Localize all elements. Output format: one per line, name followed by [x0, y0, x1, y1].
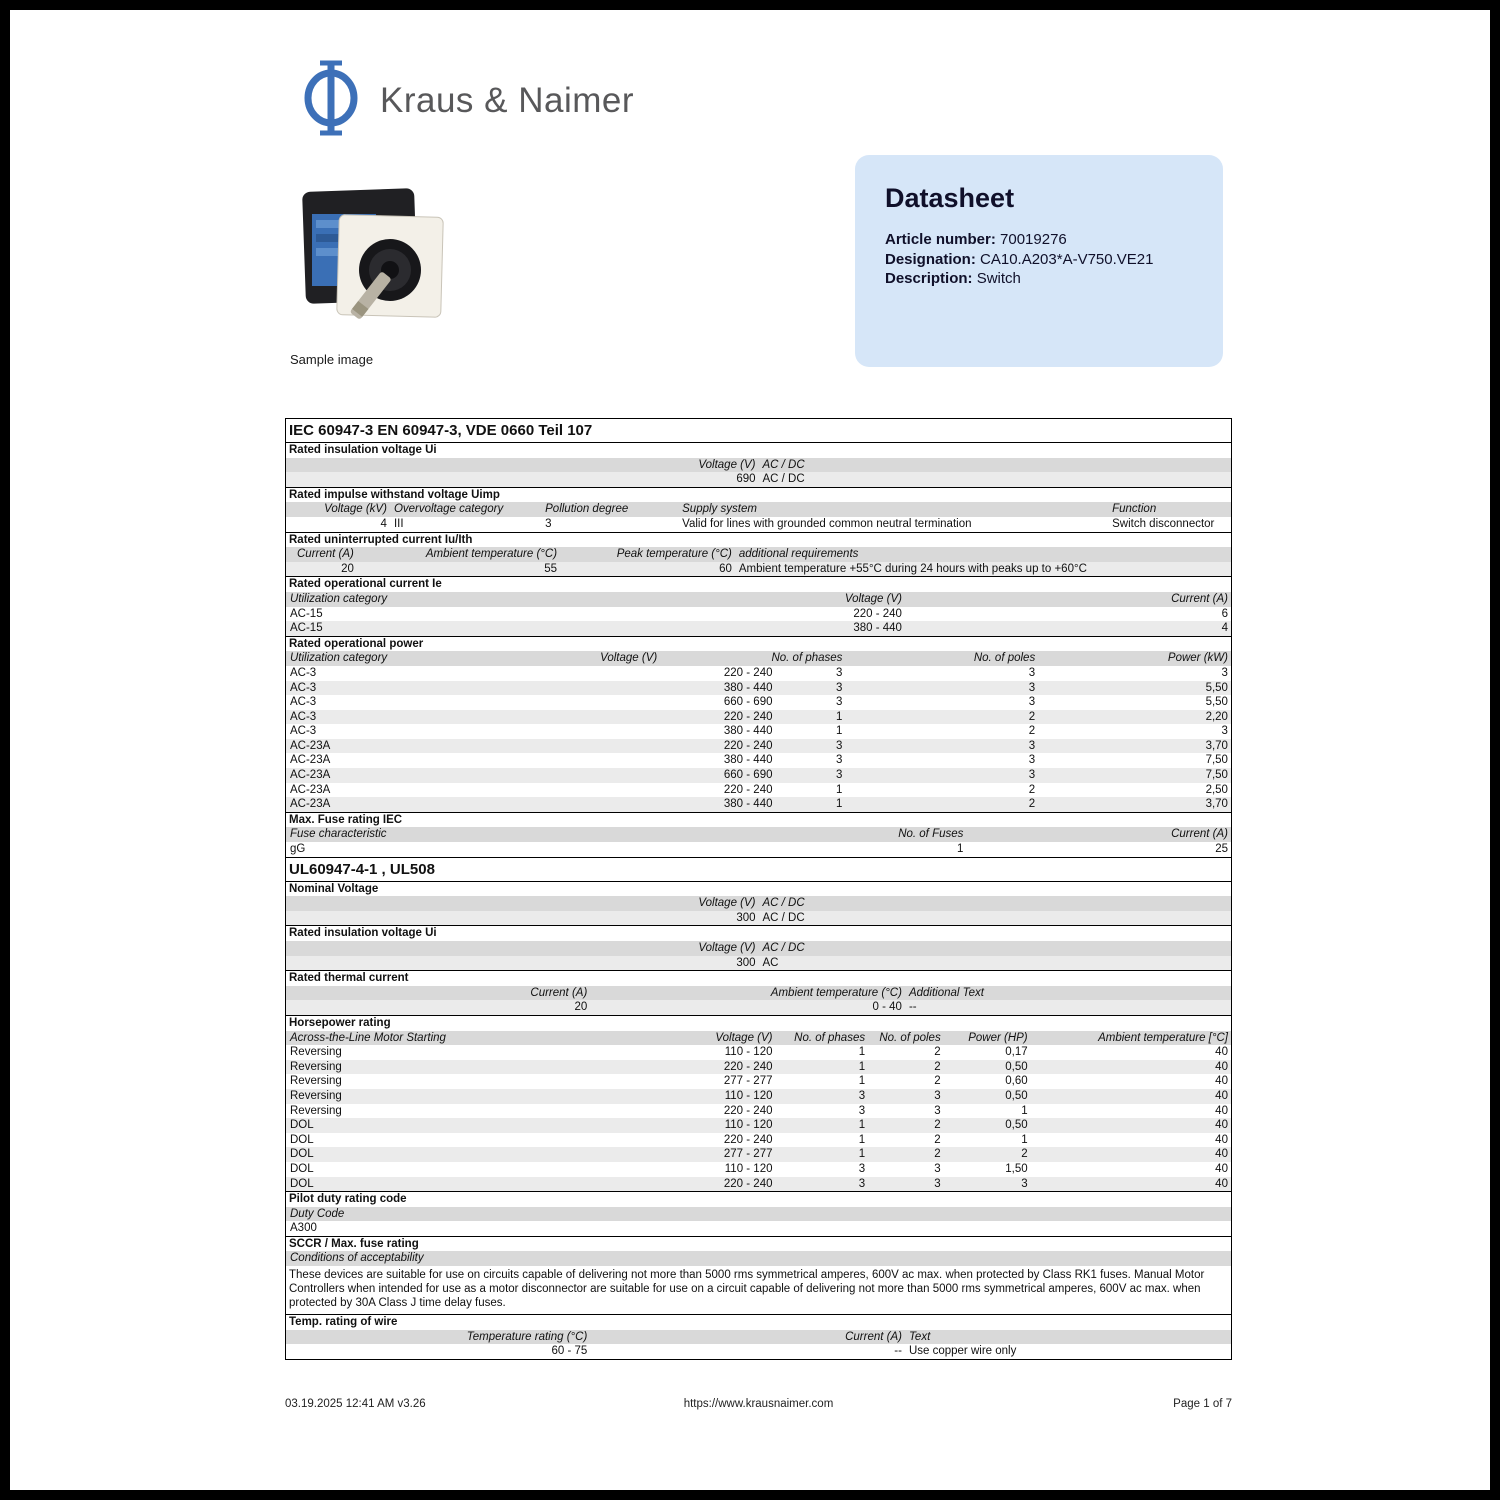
- section-header: Rated insulation voltage Ui: [286, 925, 1231, 941]
- table-cell: 3: [836, 754, 843, 767]
- page-footer: [285, 1398, 1232, 1410]
- description-line: [885, 269, 1193, 289]
- table-cell: Utilization category: [290, 652, 388, 665]
- table-cell: 40: [1215, 1104, 1228, 1117]
- table-cell: 660 - 690: [723, 769, 773, 782]
- table-cell: Voltage (V): [715, 1031, 773, 1044]
- table-cell: 277 - 277: [723, 1075, 773, 1088]
- table-cell: No. of poles: [879, 1031, 941, 1044]
- table-cell: 3: [934, 1162, 941, 1175]
- table-cell: AC-23A: [290, 783, 331, 796]
- table-cell: 220 - 240: [723, 1104, 773, 1117]
- table-cell: 3: [836, 681, 843, 694]
- table-row: [286, 1089, 1231, 1104]
- section-header: Horsepower rating: [286, 1015, 1231, 1031]
- section-header: Rated thermal current: [286, 970, 1231, 986]
- table-cell: No. of poles: [973, 652, 1036, 665]
- article-number-value: 70019276: [1000, 231, 1067, 248]
- table-cell: 2,20: [1205, 710, 1228, 723]
- table-row: [286, 956, 1231, 971]
- table-cell: 1: [836, 798, 843, 811]
- table-cell: 4: [380, 517, 387, 530]
- sample-image-caption: Sample image: [290, 352, 374, 367]
- table-cell: Additional Text: [908, 986, 984, 999]
- table-cell: Overvoltage category: [393, 503, 504, 516]
- table-cell: Switch disconnector: [1112, 517, 1215, 530]
- table-cell: 5,50: [1205, 696, 1228, 709]
- table-cell: 380 - 440: [723, 798, 773, 811]
- table-cell: 110 - 120: [724, 1089, 773, 1102]
- table-cell: Across-the-Line Motor Starting: [290, 1031, 446, 1044]
- spec-table: [285, 418, 1232, 1360]
- table-cell: gG: [290, 843, 306, 856]
- column-header-row: [286, 547, 1231, 562]
- table-cell: Reversing: [290, 1060, 342, 1073]
- table-cell: 40: [1215, 1177, 1228, 1190]
- table-row: [286, 797, 1231, 812]
- footer-url-link[interactable]: https://www.krausnaimer.com: [683, 1398, 834, 1410]
- table-cell: AC / DC: [762, 897, 805, 910]
- brand-header: [300, 58, 634, 143]
- table-row: [286, 783, 1231, 798]
- table-cell: Ambient temperature [°C]: [1098, 1031, 1228, 1044]
- conditions-text: These devices are suitable for use on circuits capable of delivering not more than 5000 rms symmetrical amperes, 600V ac max. when protected by Class RK1 fuses. Manual Motor Controllers when intended for use as a motor disconnector are suitable for use on a circuit capable of delivering not more than 5000 rms symmetrical amperes, 600V ac max. when protected by 30A Class J time delay fuses.: [286, 1266, 1231, 1314]
- table-cell: DOL: [290, 1162, 314, 1175]
- table-cell: 110 - 120: [724, 1162, 773, 1175]
- table-cell: --: [894, 1345, 902, 1358]
- table-cell: 380 - 440: [723, 681, 773, 694]
- table-cell: 3: [836, 666, 843, 679]
- table-cell: 60: [719, 562, 732, 575]
- table-cell: 0,50: [1005, 1089, 1028, 1102]
- table-row: [286, 1118, 1231, 1133]
- table-cell: Utilization category: [290, 592, 388, 605]
- table-cell: 220 - 240: [723, 1177, 773, 1190]
- table-cell: 3,70: [1205, 798, 1228, 811]
- table-cell: 2,50: [1205, 783, 1228, 796]
- article-number-line: [885, 230, 1193, 250]
- table-cell: 2: [934, 1119, 941, 1132]
- table-row: [286, 739, 1231, 754]
- table-cell: AC: [762, 956, 779, 969]
- brand-name: Kraus & Naimer: [380, 80, 635, 120]
- table-cell: 0,17: [1005, 1046, 1028, 1059]
- table-cell: Reversing: [290, 1046, 342, 1059]
- table-cell: Voltage (V): [698, 458, 756, 471]
- table-cell: 110 - 120: [724, 1046, 773, 1059]
- table-row: [286, 753, 1231, 768]
- table-cell: 5,50: [1205, 681, 1228, 694]
- table-cell: Pollution degree: [545, 503, 629, 516]
- table-cell: Ambient temperature (°C): [425, 548, 558, 561]
- table-cell: 220 - 240: [723, 1060, 773, 1073]
- table-cell: 3: [1028, 666, 1036, 679]
- table-cell: 220 - 240: [723, 783, 773, 796]
- table-cell: Conditions of acceptability: [290, 1252, 424, 1265]
- table-cell: Reversing: [290, 1089, 342, 1102]
- table-cell: 2: [1021, 1148, 1028, 1161]
- table-cell: 3: [1028, 739, 1036, 752]
- table-cell: Function: [1112, 503, 1157, 516]
- table-row: [286, 1060, 1231, 1075]
- table-cell: 380 - 440: [723, 754, 773, 767]
- table-row: [286, 695, 1231, 710]
- table-cell: 1: [956, 843, 964, 856]
- table-cell: 380 - 440: [853, 622, 902, 635]
- table-cell: 2: [934, 1046, 941, 1059]
- table-cell: 277 - 277: [723, 1148, 773, 1161]
- table-cell: 4: [1221, 622, 1228, 635]
- column-header-row: [286, 1251, 1231, 1266]
- table-cell: 3: [858, 1177, 866, 1190]
- table-cell: Power (kW): [1167, 652, 1228, 665]
- kraus-naimer-logo-icon: [300, 58, 362, 143]
- table-cell: Duty Code: [290, 1207, 345, 1220]
- table-row: [286, 724, 1231, 739]
- table-cell: AC / DC: [762, 458, 805, 471]
- section-header: Nominal Voltage: [286, 881, 1231, 897]
- table-cell: Current (A): [297, 548, 354, 561]
- table-cell: 1,50: [1005, 1162, 1028, 1175]
- column-header-row: [286, 1330, 1231, 1345]
- table-cell: 300: [736, 911, 756, 924]
- table-cell: 3: [934, 1177, 941, 1190]
- section-header: Rated impulse withstand voltage Uimp: [286, 487, 1231, 503]
- table-cell: III: [393, 517, 404, 530]
- card-title: Datasheet: [885, 183, 1015, 213]
- table-cell: 220 - 240: [723, 739, 773, 752]
- footer-timestamp: 03.19.2025 12:41 AM v3.26: [285, 1398, 426, 1410]
- table-cell: 1: [858, 1119, 866, 1132]
- table-cell: 3: [934, 1089, 941, 1102]
- section-header: Rated insulation voltage Ui: [286, 442, 1231, 458]
- designation-line: [885, 250, 1193, 270]
- table-cell: AC / DC: [762, 911, 805, 924]
- table-cell: 220 - 240: [723, 666, 773, 679]
- table-row: [286, 621, 1231, 636]
- column-header-row: [286, 1031, 1231, 1046]
- section-header: Temp. rating of wire: [286, 1314, 1231, 1330]
- table-cell: 20: [574, 1001, 588, 1014]
- table-cell: 3: [1028, 769, 1036, 782]
- column-header-row: [286, 458, 1231, 473]
- table-cell: DOL: [290, 1133, 314, 1146]
- table-cell: 40: [1215, 1119, 1228, 1132]
- table-cell: 2: [934, 1148, 941, 1161]
- table-row: [286, 681, 1231, 696]
- table-cell: AC-23A: [290, 739, 331, 752]
- table-cell: 40: [1215, 1162, 1228, 1175]
- table-cell: 40: [1215, 1046, 1228, 1059]
- table-cell: 0 - 40: [872, 1001, 902, 1014]
- table-cell: 220 - 240: [723, 1133, 773, 1146]
- table-row: [286, 1000, 1231, 1015]
- table-cell: 60 - 75: [551, 1345, 588, 1358]
- table-cell: AC / DC: [762, 473, 805, 486]
- table-cell: 1: [858, 1075, 866, 1088]
- table-row: [286, 607, 1231, 622]
- table-cell: Valid for lines with grounded common neutral termination: [682, 517, 972, 530]
- table-cell: 20: [341, 562, 354, 575]
- table-cell: 3: [545, 517, 552, 530]
- table-cell: 3: [836, 739, 843, 752]
- table-cell: Current (A): [845, 1330, 902, 1343]
- table-cell: additional requirements: [738, 548, 859, 561]
- table-cell: 3: [858, 1089, 866, 1102]
- section-header: Rated operational current Ie: [286, 576, 1231, 592]
- table-row: [286, 1104, 1231, 1119]
- table-cell: No. of Fuses: [898, 828, 964, 841]
- table-cell: Current (A): [1171, 828, 1228, 841]
- table-cell: 1: [858, 1133, 866, 1146]
- table-row: [286, 1221, 1231, 1236]
- table-cell: AC-23A: [290, 798, 331, 811]
- description-value: Switch: [976, 270, 1021, 287]
- table-row: [286, 768, 1231, 783]
- table-cell: Power (HP): [968, 1031, 1028, 1044]
- table-cell: 40: [1215, 1089, 1228, 1102]
- table-cell: 3: [934, 1104, 941, 1117]
- column-header-row: [286, 941, 1231, 956]
- table-cell: 2: [1028, 798, 1036, 811]
- designation-label: Designation:: [885, 250, 976, 268]
- table-row: [286, 666, 1231, 681]
- table-cell: 1: [836, 710, 843, 723]
- section-header: Rated uninterrupted current Iu/Ith: [286, 532, 1231, 548]
- table-row: [286, 1074, 1231, 1089]
- table-cell: 3: [836, 769, 843, 782]
- table-row: [286, 1177, 1231, 1192]
- table-cell: 1: [858, 1060, 866, 1073]
- column-header-row: [286, 986, 1231, 1001]
- table-cell: Fuse characteristic: [290, 828, 387, 841]
- description-label: Description:: [885, 270, 973, 287]
- table-cell: 2: [934, 1060, 941, 1073]
- table-row: [286, 472, 1231, 487]
- table-cell: 2: [1028, 710, 1036, 723]
- table-cell: AC / DC: [762, 942, 805, 954]
- section-header: Rated operational power: [286, 636, 1231, 652]
- table-row: [286, 517, 1231, 532]
- datasheet-page: [10, 10, 1490, 1490]
- table-cell: 220 - 240: [723, 710, 773, 723]
- standard-header: IEC 60947-3 EN 60947-3, VDE 0660 Teil 107: [286, 419, 1231, 442]
- table-cell: Current (A): [1171, 592, 1228, 605]
- table-cell: 0,50: [1005, 1060, 1028, 1073]
- table-cell: AC-3: [290, 696, 317, 709]
- table-cell: DOL: [290, 1177, 314, 1190]
- table-cell: Text: [908, 1330, 931, 1343]
- table-cell: No. of phases: [794, 1031, 866, 1044]
- table-cell: 40: [1215, 1075, 1228, 1088]
- table-cell: Reversing: [290, 1075, 342, 1088]
- table-row: [286, 1133, 1231, 1148]
- table-cell: 3: [858, 1104, 866, 1117]
- table-cell: 3: [1028, 696, 1036, 709]
- table-row: [286, 911, 1231, 926]
- table-cell: AC-3: [290, 681, 317, 694]
- table-row: [286, 1045, 1231, 1060]
- table-cell: 2: [1028, 783, 1036, 796]
- table-cell: 380 - 440: [723, 725, 773, 738]
- table-cell: Ambient temperature +55°C during 24 hours with peaks up to +60°C: [738, 562, 1087, 575]
- table-row: [286, 1162, 1231, 1177]
- table-cell: 40: [1215, 1148, 1228, 1161]
- table-cell: Voltage (V): [698, 897, 756, 910]
- table-cell: Use copper wire only: [908, 1345, 1017, 1358]
- table-cell: Current (A): [530, 986, 588, 999]
- table-cell: AC-23A: [290, 754, 331, 767]
- product-image: [286, 180, 461, 342]
- table-cell: 1: [858, 1046, 866, 1059]
- table-cell: AC-15: [290, 607, 323, 620]
- table-cell: 3: [836, 696, 843, 709]
- column-header-row: [286, 651, 1231, 666]
- table-cell: 1: [836, 725, 843, 738]
- table-cell: Voltage (kV): [324, 503, 387, 516]
- section-header: SCCR / Max. fuse rating: [286, 1236, 1231, 1252]
- table-cell: DOL: [290, 1148, 314, 1161]
- table-cell: 25: [1215, 843, 1228, 856]
- table-cell: 220 - 240: [853, 607, 902, 620]
- table-cell: AC-23A: [290, 769, 331, 782]
- section-header: Max. Fuse rating IEC: [286, 812, 1231, 828]
- table-cell: Reversing: [290, 1104, 342, 1117]
- table-cell: AC-3: [290, 666, 317, 679]
- table-cell: 3: [858, 1162, 866, 1175]
- table-cell: 1: [836, 783, 843, 796]
- table-cell: AC-15: [290, 622, 323, 635]
- table-cell: 1: [1021, 1133, 1028, 1146]
- table-cell: 7,50: [1205, 769, 1228, 782]
- table-cell: AC-3: [290, 710, 317, 723]
- table-cell: 0,50: [1005, 1119, 1028, 1132]
- datasheet-card: [855, 155, 1223, 367]
- table-cell: 3: [1028, 754, 1036, 767]
- table-cell: 7,50: [1205, 754, 1228, 767]
- table-cell: AC-3: [290, 725, 317, 738]
- table-cell: 300: [736, 956, 756, 969]
- column-header-row: [286, 827, 1231, 842]
- column-header-row: [286, 896, 1231, 911]
- table-cell: 1: [858, 1148, 866, 1161]
- table-cell: Ambient temperature (°C): [770, 986, 902, 999]
- table-cell: Supply system: [682, 503, 757, 516]
- table-cell: 55: [544, 562, 558, 575]
- table-cell: No. of phases: [771, 652, 843, 665]
- table-cell: Voltage (V): [600, 652, 658, 665]
- table-cell: Voltage (V): [844, 592, 902, 605]
- table-cell: 3: [1028, 681, 1036, 694]
- table-row: [286, 562, 1231, 577]
- standard-header: UL60947-4-1 , UL508: [286, 857, 1231, 881]
- footer-page-number: Page 1 of 7: [1173, 1398, 1232, 1410]
- table-cell: 3: [1221, 666, 1228, 679]
- column-header-row: [286, 1207, 1231, 1222]
- table-row: [286, 1147, 1231, 1162]
- table-cell: 110 - 120: [724, 1119, 773, 1132]
- table-cell: Voltage (V): [698, 942, 756, 954]
- table-cell: 2: [934, 1075, 941, 1088]
- table-cell: 40: [1215, 1133, 1228, 1146]
- table-cell: 0,60: [1005, 1075, 1028, 1088]
- table-cell: 6: [1221, 607, 1228, 620]
- table-cell: 660 - 690: [723, 696, 773, 709]
- table-cell: 690: [736, 473, 756, 486]
- table-row: [286, 842, 1231, 857]
- table-cell: 2: [1028, 725, 1036, 738]
- table-row: [286, 1344, 1231, 1359]
- table-cell: 40: [1215, 1060, 1228, 1073]
- table-cell: 1: [1021, 1104, 1028, 1117]
- table-cell: --: [908, 1001, 917, 1014]
- table-cell: 3: [1221, 725, 1228, 738]
- designation-value: CA10.A203*A-V750.VE21: [980, 250, 1154, 268]
- table-cell: 3: [1021, 1177, 1028, 1190]
- table-cell: DOL: [290, 1119, 314, 1132]
- table-row: [286, 710, 1231, 725]
- table-cell: 3,70: [1205, 739, 1228, 752]
- section-header: Pilot duty rating code: [286, 1191, 1231, 1207]
- table-cell: A300: [290, 1222, 317, 1235]
- column-header-row: [286, 502, 1231, 517]
- table-cell: Peak temperature (°C): [616, 548, 732, 561]
- table-cell: Temperature rating (°C): [466, 1330, 588, 1343]
- table-cell: 2: [934, 1133, 941, 1146]
- article-number-label: Article number:: [885, 231, 996, 248]
- column-header-row: [286, 592, 1231, 607]
